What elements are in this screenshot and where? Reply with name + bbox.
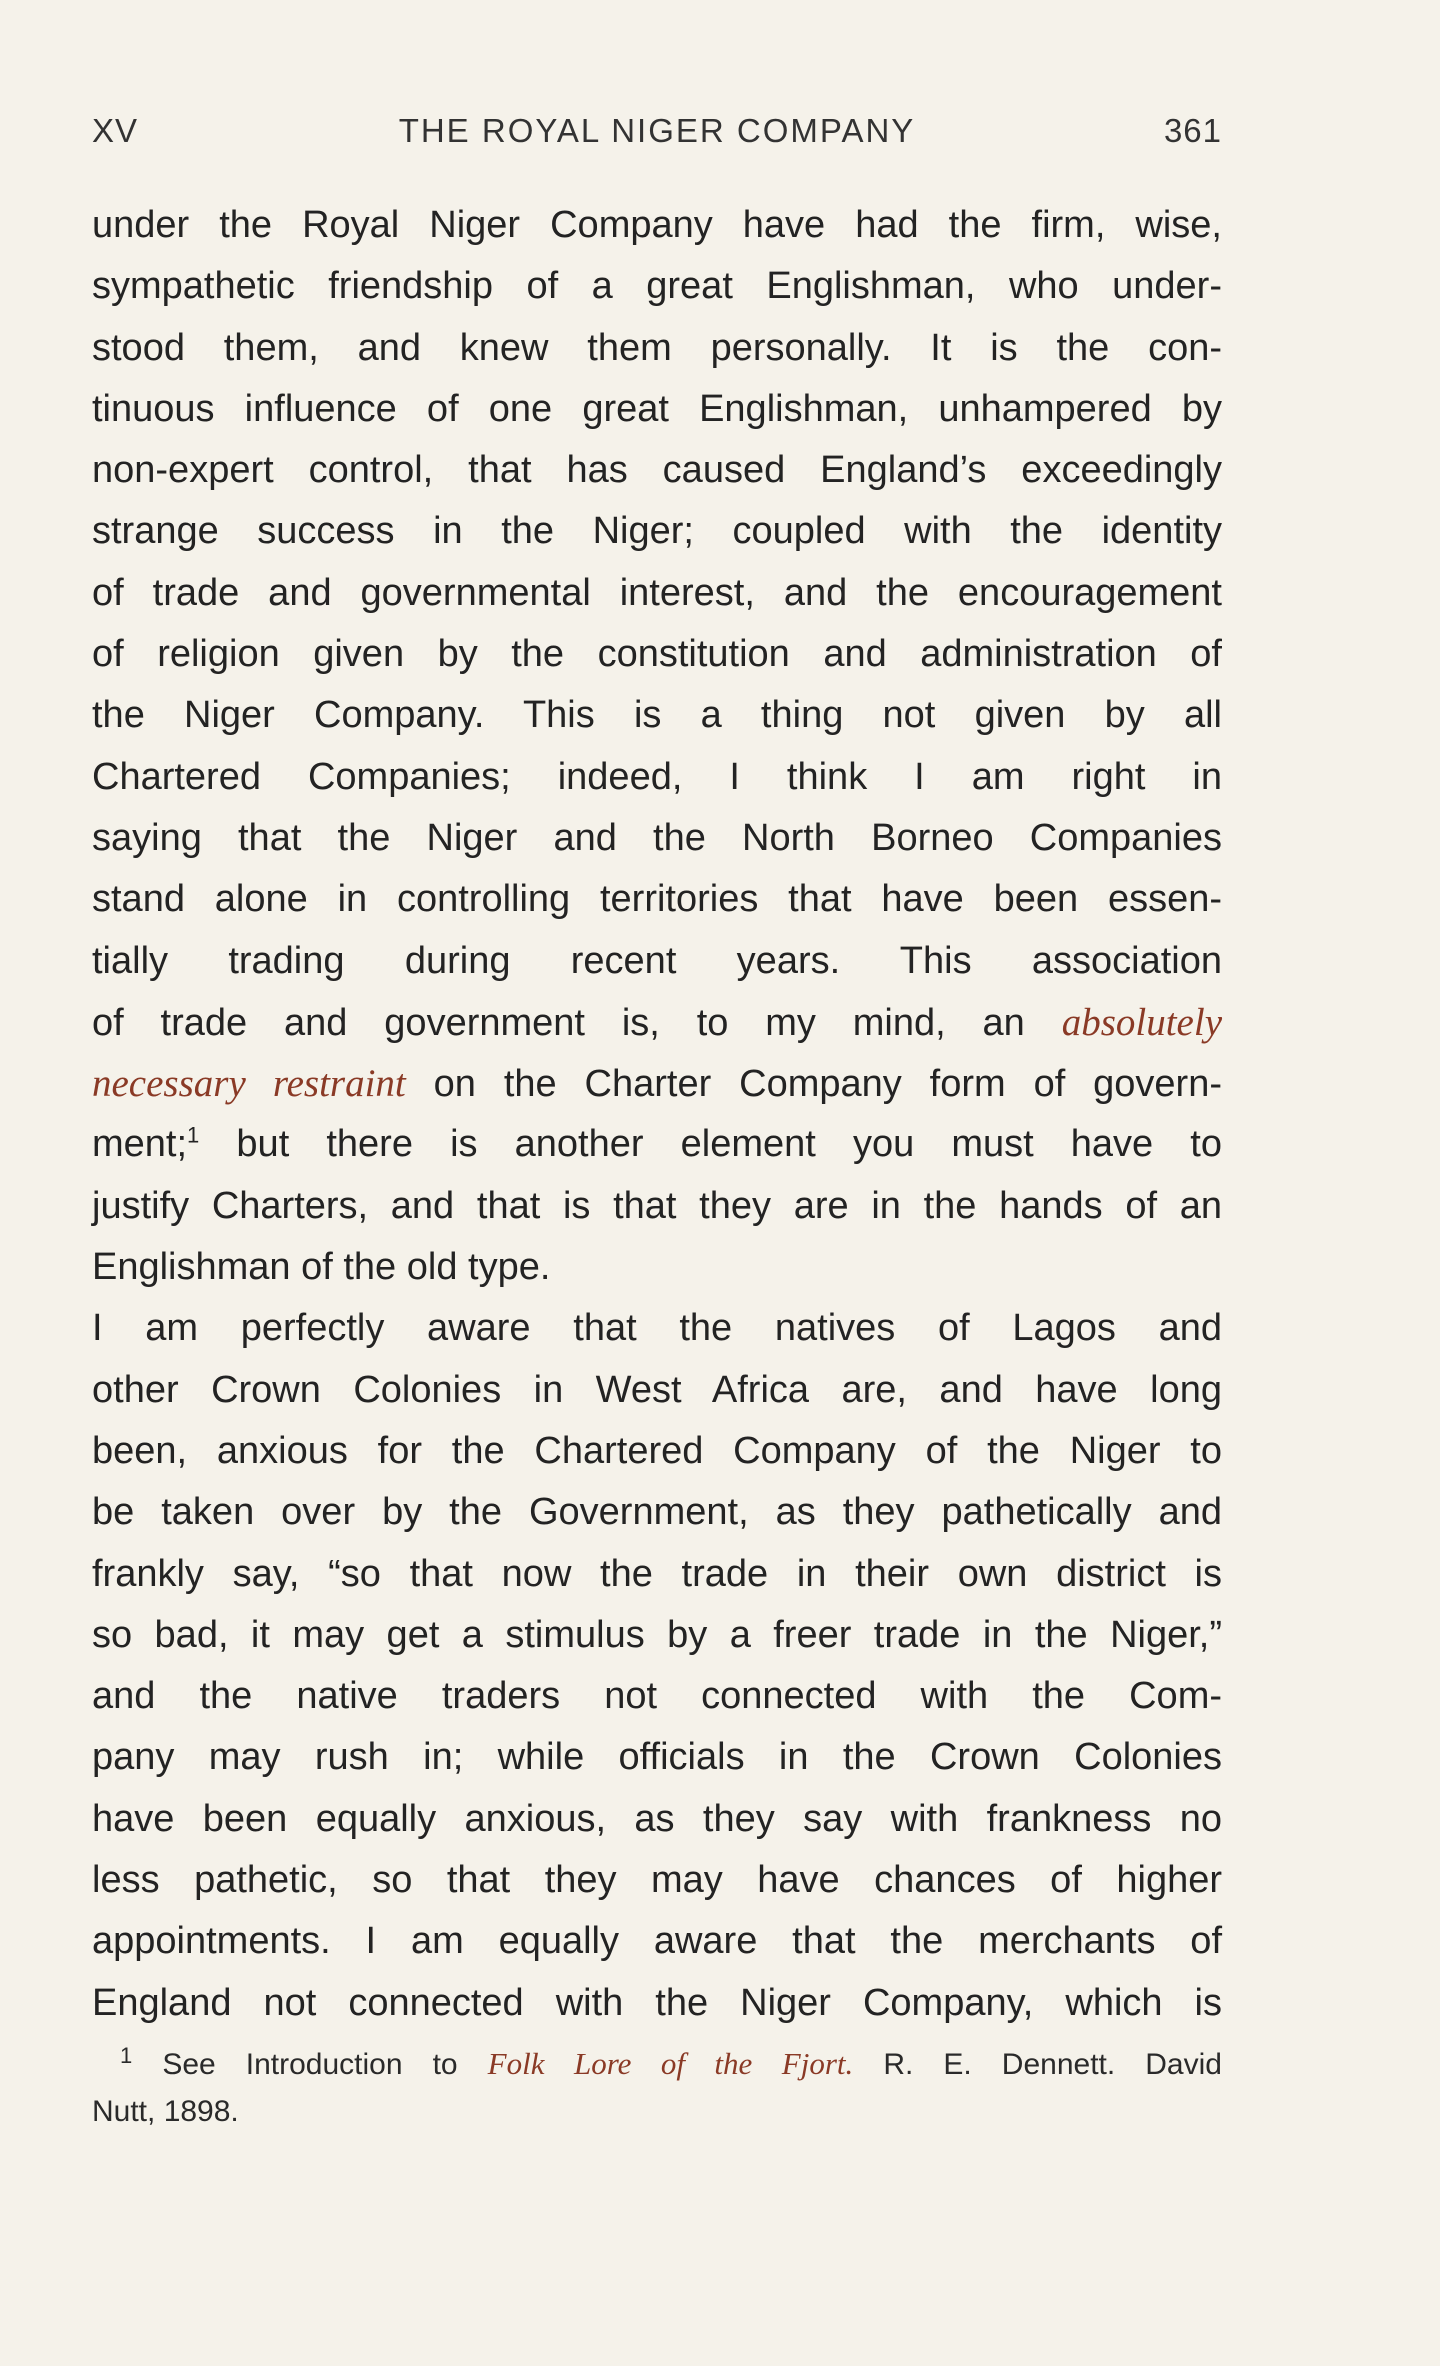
text-line: stood them, and knew them personally. It is the con- bbox=[92, 326, 1222, 369]
running-title: THE ROYAL NIGER COMPANY bbox=[398, 112, 916, 149]
footnote-reference[interactable]: 1 bbox=[187, 1122, 200, 1148]
text-segment: but there is another element you must have to bbox=[236, 1123, 1222, 1166]
footnote-text: R. E. Dennett. David bbox=[883, 2048, 1222, 2081]
text-line: appointments. I am equally aware that the merchants of bbox=[92, 1920, 1222, 1963]
text-line: non-expert control, that has caused England’s exceedingly bbox=[92, 449, 1222, 492]
paragraph-start-line: I am perfectly aware that the natives of Lagos and bbox=[92, 1307, 1222, 1350]
text-line: tinuous influence of one great Englishman, unhampered by bbox=[92, 387, 1222, 430]
footnote-text: See Introduction to bbox=[162, 2048, 458, 2081]
text-line: England not connected with the Niger Company, which is bbox=[92, 1981, 1222, 2024]
text-line: tially trading during recent years. This association bbox=[92, 939, 1222, 982]
text-line: be taken over by the Government, as they pathetically and bbox=[92, 1491, 1222, 1534]
text-line: saying that the Niger and the North Borneo Companies bbox=[92, 816, 1222, 859]
text-segment: on the Charter Company form of govern- bbox=[433, 1063, 1222, 1106]
text-line: have been equally anxious, as they say with frankness no bbox=[92, 1797, 1222, 1840]
text-line: of religion given by the constitution and administration of bbox=[92, 633, 1222, 676]
text-line: been, anxious for the Chartered Company of the Niger to bbox=[92, 1429, 1222, 1472]
footnote-line bbox=[92, 2040, 1222, 2088]
text-line: under the Royal Niger Company have had the firm, wise, bbox=[92, 204, 1222, 246]
text-line-with-emphasis bbox=[92, 992, 1222, 1053]
text-line: Englishman of the old type. bbox=[92, 1246, 551, 1289]
italic-phrase: necessary restraint bbox=[92, 1062, 406, 1106]
footnote-marker: 1 bbox=[120, 2043, 133, 2068]
running-head bbox=[92, 112, 1222, 152]
text-line: pany may rush in; while officials in the Crown Colonies bbox=[92, 1736, 1222, 1779]
text-line: less pathetic, so that they may have chances of higher bbox=[92, 1859, 1222, 1902]
footnote-book-title: Folk Lore of the Fjort. bbox=[487, 2046, 854, 2081]
italic-phrase: absolutely bbox=[1061, 1000, 1223, 1044]
text-line: sympathetic friendship of a great Englishman, who under- bbox=[92, 265, 1222, 308]
text-line-with-footnote-ref bbox=[92, 1114, 1222, 1175]
text-line: of trade and governmental interest, and the encouragement bbox=[92, 571, 1222, 614]
text-line: frankly say, “so that now the trade in their own district is bbox=[92, 1552, 1222, 1595]
text-line: stand alone in controlling territories that have been essen- bbox=[92, 878, 1222, 921]
footnote-line: Nutt, 1898. bbox=[92, 2095, 239, 2128]
text-line: Chartered Companies; indeed, I think I am right in bbox=[92, 755, 1222, 798]
text-line: other Crown Colonies in West Africa are, and have long bbox=[92, 1368, 1222, 1411]
chapter-number: XV bbox=[92, 112, 139, 149]
body-text bbox=[92, 195, 1222, 2034]
text-segment: ment; bbox=[92, 1123, 188, 1166]
page-number: 361 bbox=[1163, 112, 1222, 149]
footnote bbox=[92, 2040, 1222, 2136]
text-line: strange success in the Niger; coupled with the identity bbox=[92, 510, 1222, 553]
text-line: and the native traders not connected with the Com- bbox=[92, 1675, 1222, 1718]
text-line: so bad, it may get a stimulus by a freer trade in the Niger,” bbox=[92, 1613, 1222, 1656]
text-line: justify Charters, and that is that they are in the hands of an bbox=[92, 1184, 1222, 1227]
text-line: the Niger Company. This is a thing not given by all bbox=[92, 694, 1222, 737]
text-segment: of trade and government is, to my mind, an bbox=[92, 1001, 1025, 1044]
text-line-with-emphasis bbox=[92, 1053, 1222, 1114]
